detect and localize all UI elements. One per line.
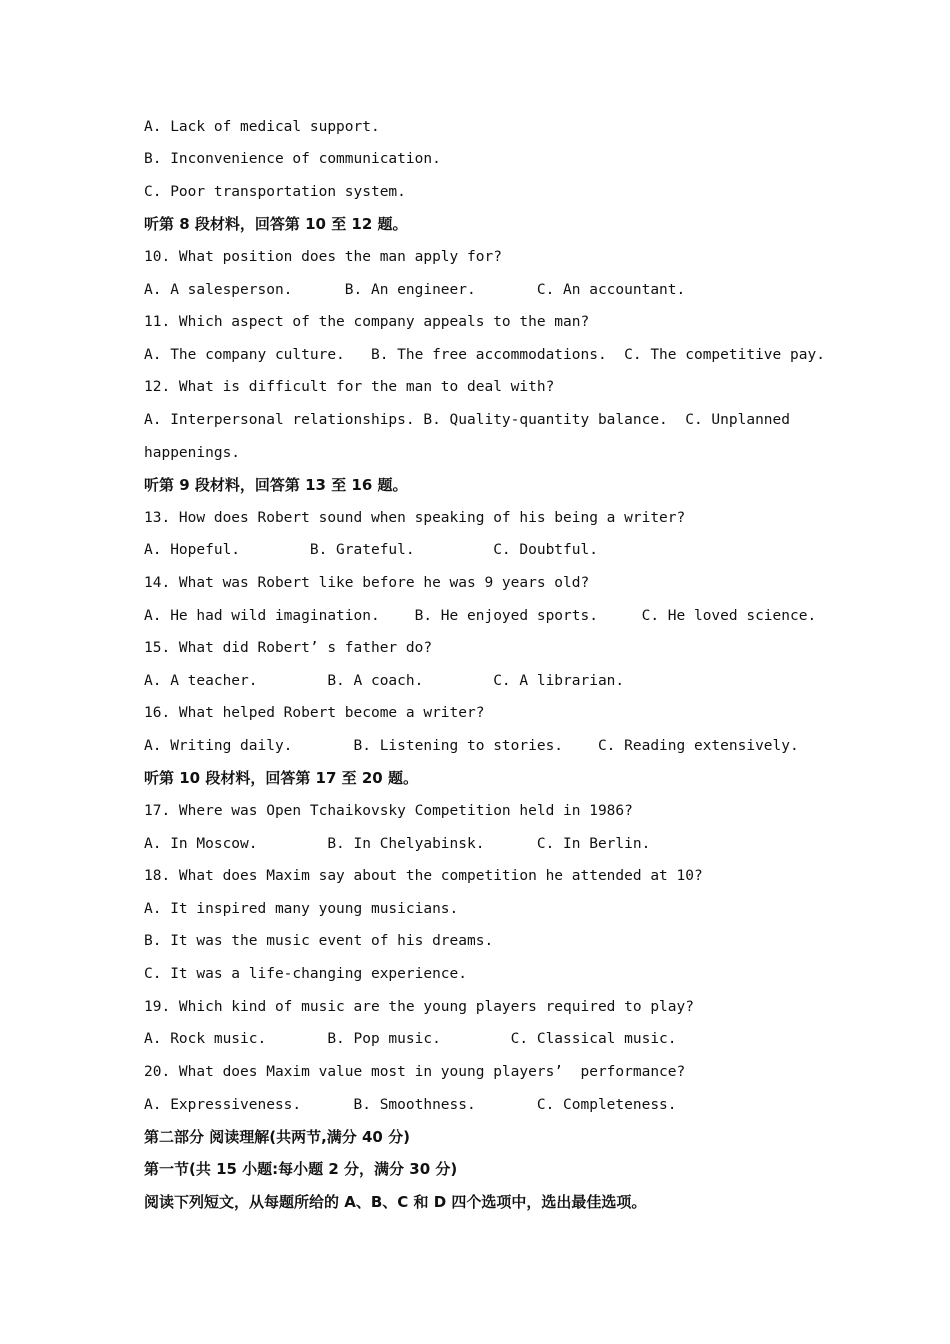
options-line: A. A salesperson. B. An engineer. C. An accountant. (144, 282, 686, 298)
section-heading: 听第 8 段材料，回答第 10 至 12 题。 (144, 215, 408, 233)
options-line: A. Interpersonal relationships. B. Quality-quantity balance. C. Unplanned (144, 412, 791, 428)
section-heading: 听第 9 段材料，回答第 13 至 16 题。 (144, 476, 408, 494)
options-line: A. He had wild imagination. B. He enjoyed sports. C. He loved science. (144, 608, 817, 624)
question-line: 13. How does Robert sound when speaking of his being a writer? (144, 510, 686, 526)
options-line: A. In Moscow. B. In Chelyabinsk. C. In Berlin. (144, 836, 651, 852)
options-line: A. The company culture. B. The free accommodations. C. The competitive pay. (144, 347, 825, 363)
question-line: 18. What does Maxim say about the competition he attended at 10? (144, 868, 703, 884)
options-line: A. Expressiveness. B. Smoothness. C. Completeness. (144, 1097, 677, 1113)
section-heading: 第一节(共 15 小题:每小题 2 分，满分 30 分) (144, 1160, 458, 1178)
question-line: 15. What did Robert’ s father do? (144, 640, 433, 656)
options-line: happenings. (144, 445, 241, 461)
question-line: 19. Which kind of music are the young players required to play? (144, 999, 694, 1015)
options-line: A. Writing daily. B. Listening to stories. C. Reading extensively. (144, 738, 799, 754)
instruction-line: 阅读下列短文，从每题所给的 A、B、C 和 D 四个选项中，选出最佳选项。 (144, 1193, 647, 1211)
question-line: 11. Which aspect of the company appeals to the man? (144, 314, 590, 330)
text-line: B. Inconvenience of communication. (144, 151, 441, 167)
options-line: A. It inspired many young musicians. (144, 901, 459, 917)
options-line: A. Rock music. B. Pop music. C. Classical music. (144, 1031, 677, 1047)
options-line: C. It was a life-changing experience. (144, 966, 468, 982)
section-heading: 听第 10 段材料，回答第 17 至 20 题。 (144, 769, 418, 787)
options-line: A. A teacher. B. A coach. C. A librarian. (144, 673, 625, 689)
text-line: C. Poor transportation system. (144, 184, 406, 200)
question-line: 17. Where was Open Tchaikovsky Competition held in 1986? (144, 803, 633, 819)
text-line: A. Lack of medical support. (144, 119, 380, 135)
options-line: B. It was the music event of his dreams. (144, 933, 494, 949)
question-line: 12. What is difficult for the man to deal with? (144, 379, 555, 395)
part-heading: 第二部分 阅读理解(共两节,满分 40 分) (144, 1128, 410, 1146)
question-line: 20. What does Maxim value most in young players’ performance? (144, 1064, 686, 1080)
question-line: 14. What was Robert like before he was 9 years old? (144, 575, 590, 591)
question-line: 16. What helped Robert become a writer? (144, 705, 485, 721)
options-line: A. Hopeful. B. Grateful. C. Doubtful. (144, 542, 598, 558)
question-line: 10. What position does the man apply for? (144, 249, 502, 265)
